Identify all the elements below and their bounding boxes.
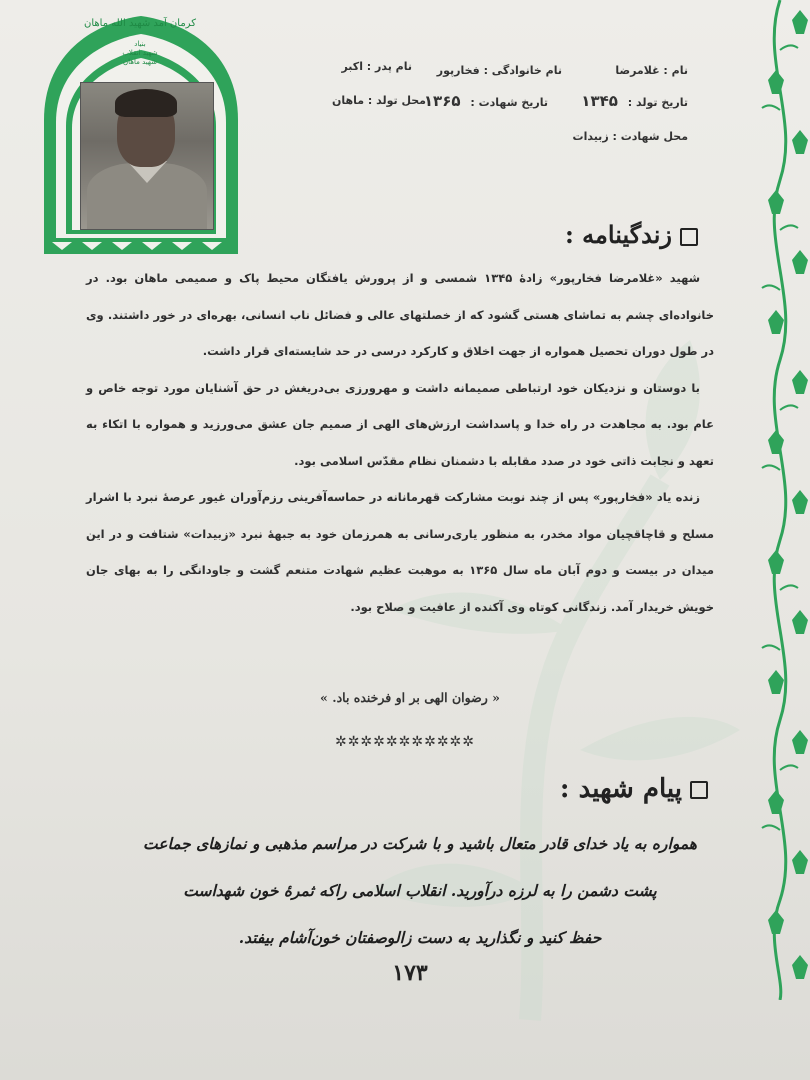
biography-heading-text: زندگینامه : [564, 220, 672, 249]
biography-heading [565, 220, 698, 249]
blessing-quote: « رضوان الهی بر او فرخنده باد. » [320, 690, 500, 705]
floral-border [740, 0, 810, 1000]
birth-date-label: تاریخ تولد : [627, 96, 688, 109]
checkbox-icon [690, 781, 708, 799]
seal-line: بنیاد [134, 40, 146, 48]
message-line: حفظ کنید و نگذارید به دست زالوصفتان خون‌آشام بیفتد. [238, 928, 602, 947]
martyrdom-date [418, 92, 548, 110]
biography-paragraph: زنده یاد «فخارپور» پس از چند نوبت مشارکت قهرمانانه در حماسه‌آفرینی رزم‌آوران غیور عرصهٔ نبرد با اشرار مسلح و قاچاقچیان مواد مخدر، به منظور یاری‌رسانی به همرزمان خود به جبههٔ نبرد «زبیدات» شتافت و در این میدان در بیست و دوم آبان ماه سال ۱۳۶۵ به موهبت عظیم شهادت متنعم گشت و جاودانگی را به بهای جان خویش خریدار آمد. زندگانی کوتاه وی آکنده از عافیت و صلاح بود. [86, 490, 714, 614]
first-name: نام : غلامرضا [615, 64, 688, 77]
page-number: ۱۷۳ [392, 960, 428, 986]
ornament-divider: ✲✲✲✲✲✲✲✲✲✲✲ [334, 734, 476, 750]
biography-paragraph: با دوستان و نزدیکان خود ارتباطی صمیمانه داشت و مهرورزی بی‌دریغش در حق آشنایان مورد توجه خاص و عام بود. به مجاهدت در راه خدا و پاسداشت ارزش‌های الهی از صمیم جان عشق می‌ورزید و همواره با اتکاء به تعهد و نجابت ذاتی خود در صدد مقابله با دشمنان نظام مقدّس اسلامی بود. [86, 380, 714, 468]
martyrdom-date-value: ۱۳۶۵ [423, 92, 461, 110]
family-name: نام خانوادگی : فخارپور [436, 64, 562, 77]
martyrdom-date-label: تاریخ شهادت : [470, 96, 548, 109]
message-heading [560, 774, 708, 804]
biography-paragraph: شهید «غلامرضا فخارپور» زادهٔ ۱۳۴۵ شمسی و از پرورش یافتگان محیط پاک و صمیمی ماهان بود. در خانواده‌ای چشم به تماشای هستی گشود که از خصلتهای عالی و فضائل ناب انسانی، بهره‌ای در خور داشتند. وی در طول دوران تحصیل همواره از جهت اخلاق و کارکرد درسی در حد شایسته‌ای قرار داشت. [86, 271, 714, 358]
martyr-message [110, 820, 730, 961]
birth-date-value: ۱۳۴۵ [581, 92, 618, 110]
message-line: پشت دشمن را به لرزه درآورید. انقلاب اسلامی راکه ثمرهٔ خون شهداست [183, 881, 657, 900]
martyrdom-place: محل شهادت : زبیدات [572, 130, 688, 143]
message-line: همواره به یاد خدای قادر متعال باشید و با شرکت در مراسم مذهبی و نمازهای جماعت [143, 834, 697, 853]
biography-text [86, 260, 714, 625]
father-name: نام پدر : اکبر [341, 60, 412, 73]
message-heading-text: پیام شهید : [559, 774, 682, 804]
checkbox-icon [680, 228, 698, 246]
birth-date [575, 92, 688, 110]
birth-place: محل تولد : ماهان [331, 94, 426, 107]
seal-emblem [110, 40, 170, 67]
seal-line: شهید ماهان [123, 58, 157, 66]
portrait-arch-text: کرمان آمد شهید الله ماهان [84, 18, 196, 29]
martyr-photo [80, 82, 214, 230]
seal-line: شهید انقلاب [122, 49, 158, 57]
